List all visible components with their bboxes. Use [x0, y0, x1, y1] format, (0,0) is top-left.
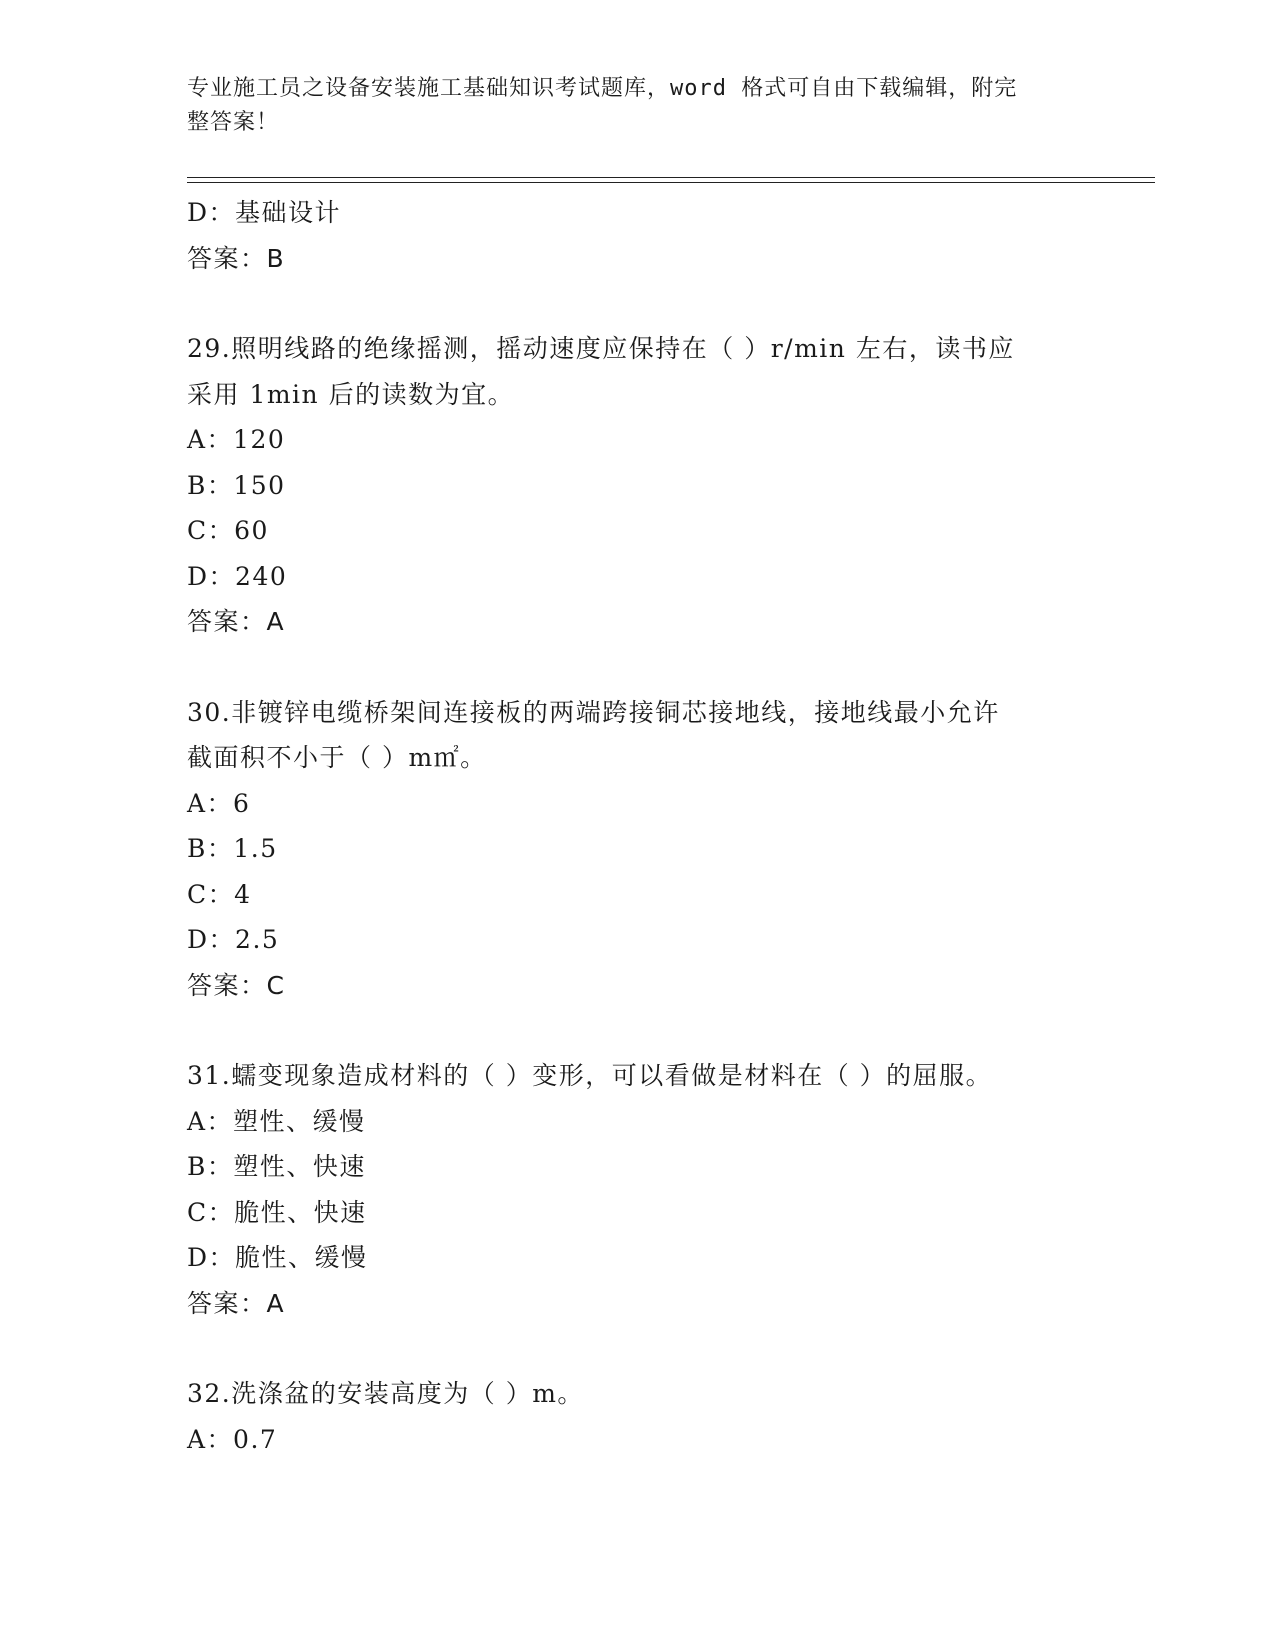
question-stem-cont: 采用 1min 后的读数为宜。	[187, 379, 515, 409]
option-d: D：240	[187, 561, 288, 591]
prev-answer: 答案：B	[187, 243, 286, 273]
document-body	[187, 190, 1107, 1462]
spacer	[187, 645, 1107, 690]
question-stem-cont: 截面积不小于（ ）m㎡。	[187, 743, 487, 772]
question-32	[187, 1371, 1107, 1462]
question-29	[187, 326, 1107, 645]
option-c: C：4	[187, 879, 252, 909]
question-stem: 31.蠕变现象造成材料的（ ）变形，可以看做是材料在（ ）的屈服。	[187, 1061, 993, 1090]
option-d: D：脆性、缓慢	[187, 1243, 368, 1272]
document-header	[187, 72, 1067, 140]
option-c: C：脆性、快速	[187, 1197, 367, 1227]
option-b: B：150	[187, 470, 286, 500]
option-b: B：塑性、快速	[187, 1152, 366, 1181]
header-line-2: 整答案！	[187, 110, 280, 135]
header-rule-bottom	[187, 182, 1155, 183]
header-line-1: 专业施工员之设备安装施工基础知识考试题库，word 格式可自由下载编辑，附完	[187, 76, 1018, 101]
option-b: B：1.5	[187, 834, 278, 863]
answer: 答案：A	[187, 1288, 286, 1318]
question-stem: 29.照明线路的绝缘摇测，摇动速度应保持在（ ）r/min 左右，读书应	[187, 334, 1015, 363]
option-c: C：60	[187, 516, 269, 545]
answer: 答案：C	[187, 970, 286, 1000]
option-d: D：2.5	[187, 925, 280, 954]
answer: 答案：A	[187, 607, 286, 636]
spacer	[187, 1008, 1107, 1053]
spacer	[187, 1326, 1107, 1371]
prev-option-d: D：基础设计	[187, 198, 342, 227]
question-31	[187, 1053, 1107, 1326]
spacer	[187, 281, 1107, 326]
header-rule-top	[187, 177, 1155, 178]
option-a: A：塑性、缓慢	[187, 1106, 366, 1136]
question-stem: 32.洗涤盆的安装高度为（ ）m。	[187, 1379, 584, 1408]
option-a: A：6	[187, 788, 251, 818]
question-stem: 30.非镀锌电缆桥架间连接板的两端跨接铜芯接地线，接地线最小允许	[187, 697, 1000, 727]
option-a: A：0.7	[187, 1424, 278, 1454]
question-30	[187, 690, 1107, 1009]
option-a: A：120	[187, 425, 286, 454]
